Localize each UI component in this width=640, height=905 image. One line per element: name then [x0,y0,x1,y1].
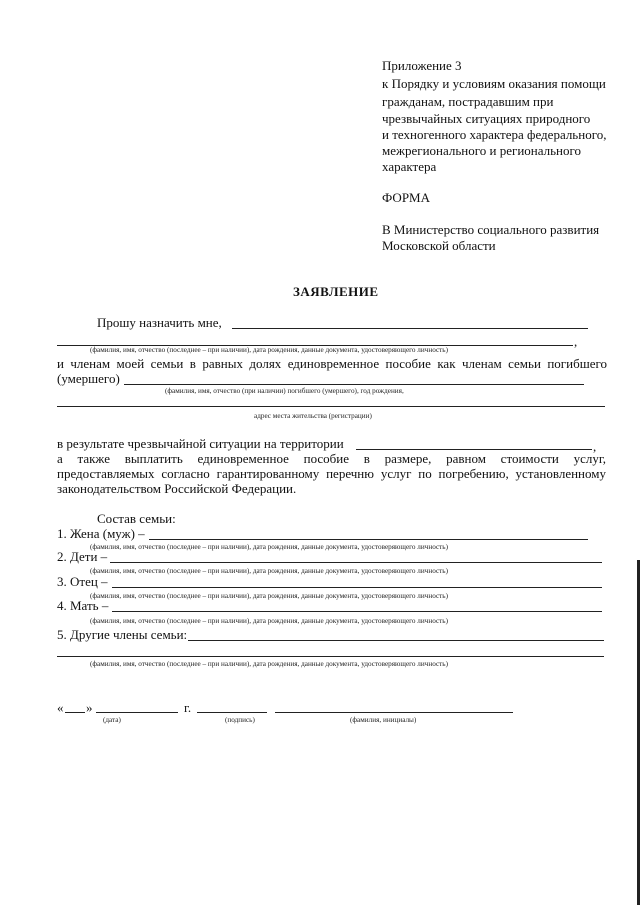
appendix-line: межрегионального и регионального [382,143,581,158]
family-member-label: 1. Жена (муж) – [57,526,145,541]
family-member-label: 4. Мать – [57,598,109,613]
caption-signature: (подпись) [225,716,255,724]
applicant-name-line[interactable] [232,328,588,329]
caption-date: (дата) [103,716,121,724]
addressee-line: В Министерство социального развития [382,222,600,237]
family-member-line[interactable] [188,640,604,641]
services-text: предоставляемых согласно гарантированному перечню услуг по погребению, установленному [57,466,606,481]
caption-applicant: (фамилия, имя, отчество (последнее – при наличии), дата рождения, данные документа, удостоверяющего личность) [90,346,448,354]
caption-name: (фамилия, инициалы) [350,716,417,724]
caption-address: адрес места жительства (регистрации) [254,412,372,420]
signature-line[interactable] [197,712,267,713]
caption-deceased: (фамилия, имя, отчество (при наличии) погибшего (умершего), год рождения, [165,387,404,395]
year-suffix: г. [184,700,192,715]
family-member-label: 2. Дети – [57,549,108,564]
comma: , [574,334,578,349]
family-member-line[interactable] [149,539,588,540]
appendix-line: характера [382,159,437,174]
name-line[interactable] [275,712,513,713]
family-member-label: 3. Отец – [57,574,108,589]
law-text: законодательством Российской Федерации. [57,481,297,496]
family-member-caption: (фамилия, имя, отчество (последнее – при наличии), дата рождения, данные документа, удостоверяющего личность) [90,660,448,668]
addressee-line: Московской области [382,238,496,253]
benefit-text: а также выплатить единовременное пособие в размере, равном стоимости услуг, [57,451,606,466]
appendix-line: к Порядку и условиям оказания помощи [382,76,606,91]
deceased-name-line[interactable] [124,384,584,385]
quote-close: » [86,700,93,715]
appendix-line: и техногенного характера федерального, [382,127,607,142]
appendix-line: чрезвычайных ситуациях природного [382,111,591,126]
emergency-text: в результате чрезвычайной ситуации на территории [57,436,344,451]
appendix-title: Приложение 3 [382,58,462,73]
family-member-label: 5. Другие члены семьи: [57,627,188,642]
month-year-line[interactable] [96,712,178,713]
family-text: и членам моей семьи в равных долях единовременное пособие как членам семьи погибшего [57,356,607,371]
family-member-line[interactable] [112,587,602,588]
family-member-caption: (фамилия, имя, отчество (последнее – при наличии), дата рождения, данные документа, удостоверяющего личность) [90,543,448,551]
family-heading: Состав семьи: [97,511,176,526]
family-member-line[interactable] [57,656,604,657]
family-member-caption: (фамилия, имя, отчество (последнее – при наличии), дата рождения, данные документа, удостоверяющего личность) [90,592,448,600]
day-line[interactable] [65,712,85,713]
request-text: Прошу назначить мне, [97,315,222,330]
form-label: ФОРМА [382,190,430,205]
quote-open: « [57,700,64,715]
deceased-label: (умершего) [57,371,120,386]
family-member-caption: (фамилия, имя, отчество (последнее – при наличии), дата рождения, данные документа, удостоверяющего личность) [90,617,448,625]
family-member-caption: (фамилия, имя, отчество (последнее – при наличии), дата рождения, данные документа, удостоверяющего личность) [90,567,448,575]
family-member-line[interactable] [110,562,602,563]
family-member-line[interactable] [112,611,602,612]
deceased-address-line[interactable] [57,406,605,407]
comma: , [593,439,597,454]
territory-line[interactable] [356,449,592,450]
appendix-line: гражданам, пострадавшим при [382,94,554,109]
document-title: ЗАЯВЛЕНИЕ [293,284,379,299]
